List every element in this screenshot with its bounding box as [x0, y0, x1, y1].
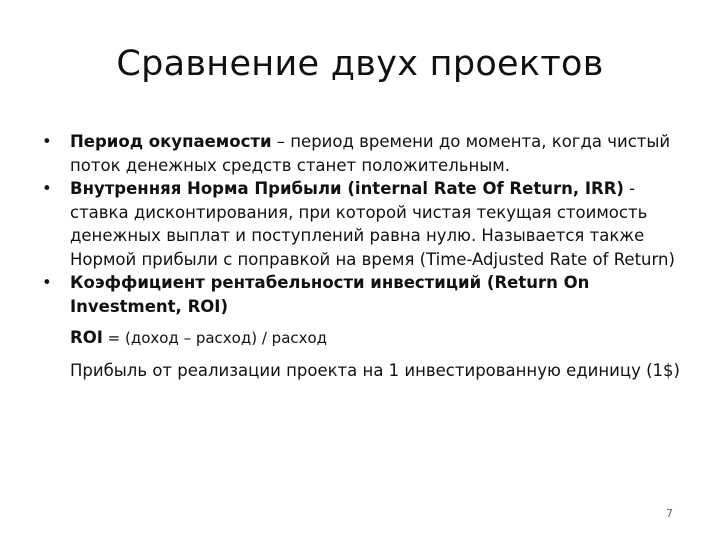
slide-body — [42, 130, 697, 382]
bullet-item-roi — [42, 271, 697, 318]
roi-note: Прибыль от реализации проекта на 1 инвестированную единицу (1$) — [70, 360, 680, 380]
roi-formula-label: ROI — [70, 328, 103, 347]
page-number: 7 — [666, 507, 673, 520]
roi-formula — [42, 326, 697, 351]
slide-title: Сравнение двух проектов — [116, 44, 604, 84]
bullet-icon: • — [42, 179, 52, 198]
bullet-item-payback — [42, 130, 697, 177]
bullet-item-irr — [42, 177, 697, 271]
bullet-icon: • — [42, 273, 52, 292]
bullet-icon: • — [42, 132, 52, 151]
roi-formula-expression: = (доход – расход) / расход — [102, 329, 328, 347]
term-roi: Коэффициент рентабельности инвестиций (Return On Investment, ROI) — [70, 273, 590, 316]
term-irr: Внутренняя Норма Прибыли (internal Rate Of Return, IRR) — [70, 179, 624, 198]
term-payback: Период окупаемости — [70, 132, 272, 151]
definition-payback: – период времени до момента, когда чистый поток денежных средств станет положительным. — [70, 132, 671, 175]
definition-irr: - ставка дисконтирования, при которой чистая текущая стоимость денежных выплат и поступлений равна нулю. Называется также Нормой прибыли с поправкой на время (Time-Adjusted Rate of Return) — [70, 179, 675, 269]
